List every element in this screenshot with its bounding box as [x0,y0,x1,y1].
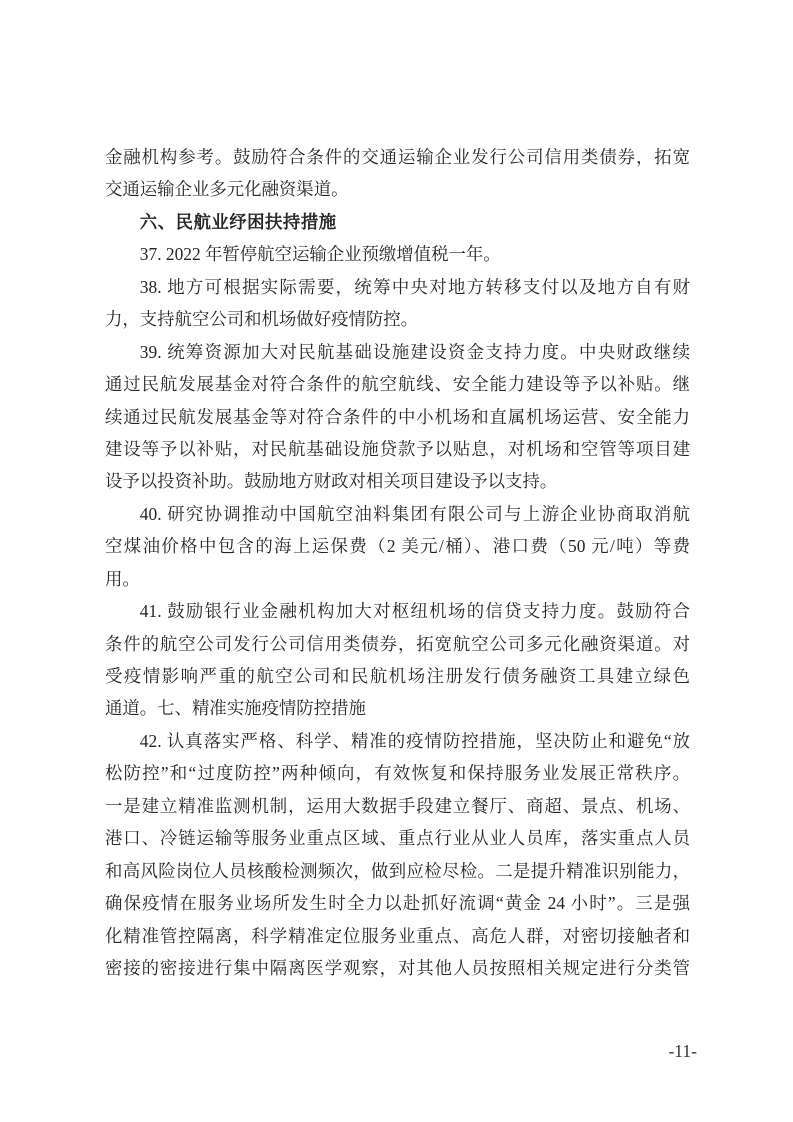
document-text-block [105,141,690,984]
text-line: 受疫情影响严重的航空公司和民航机场注册发行债务融资工具建立绿色 [105,666,690,686]
text-line: 42. 认真落实严格、科学、精准的疫情防控措施，坚决防止和避免“放 [139,730,690,751]
text-line: 空煤油价格中包含的海上运保费（2 美元/桶）、港口费（50 元/吨）等费 [105,536,690,557]
text-line: 建设等予以补贴，对民航基础设施贷款予以贴息，对机场和空管等项目建 [105,438,690,459]
text-line: 化精准管控隔离，科学精准定位服务业重点、高危人群，对密切接触者和 [105,925,690,946]
text-line: 和高风险岗位人员核酸检测频次，做到应检尽检。二是提升精准识别能力， [105,860,690,881]
text-line: 松防控”和“过度防控”两种倾向，有效恢复和保持服务业发展正常秩序。 [105,763,690,784]
text-line: 一是建立精准监测机制，运用大数据手段建立餐厅、商超、景点、机场、 [105,795,690,816]
text-line: 港口、冷链运输等服务业重点区域、重点行业从业人员库，落实重点人员 [105,828,690,849]
text-line: 用。 [105,568,140,589]
text-line: 设予以投资补助。鼓励地方财政对相关项目建设予以支持。 [105,471,558,492]
text-line: 38. 地方可根据实际需要，统筹中央对地方转移支付以及地方自有财 [139,276,690,297]
text-line: 通过民航发展基金对符合条件的航空航线、安全能力建设等予以补贴。继 [105,374,690,395]
text-line: 通道。七、精准实施疫情防控措施 [105,698,366,719]
text-line: 37. 2022 年暂停航空运输企业预缴增值税一年。 [139,244,501,265]
text-line: 交通运输企业多元化融资渠道。 [105,179,349,200]
text-line: 39. 统筹资源加大对民航基础设施建设资金支持力度。中央财政继续 [139,341,690,362]
text-line: 40. 研究协调推动中国航空油料集团有限公司与上游企业协商取消航 [139,503,690,524]
text-line: 确保疫情在服务业场所发生时全力以赴抓好流调“黄金 24 小时”。三是强 [105,893,690,914]
text-line: 密接的密接进行集中隔离医学观察，对其他人员按照相关规定进行分类管 [105,957,690,978]
text-line: 续通过民航发展基金等对符合条件的中小机场和直属机场运营、安全能力 [105,406,690,427]
text-line: 力，支持航空公司和机场做好疫情防控。 [105,309,419,330]
page-number: -11- [668,1041,697,1061]
section-heading: 六、民航业纾困扶持措施 [139,211,337,232]
text-line: 金融机构参考。鼓励符合条件的交通运输企业发行公司信用类债券，拓宽 [105,147,690,167]
text-line: 41. 鼓励银行业金融机构加大对枢纽机场的信贷支持力度。鼓励符合 [139,601,690,622]
text-line: 条件的航空公司发行公司信用类债券，拓宽航空公司多元化融资渠道。对 [105,633,690,654]
